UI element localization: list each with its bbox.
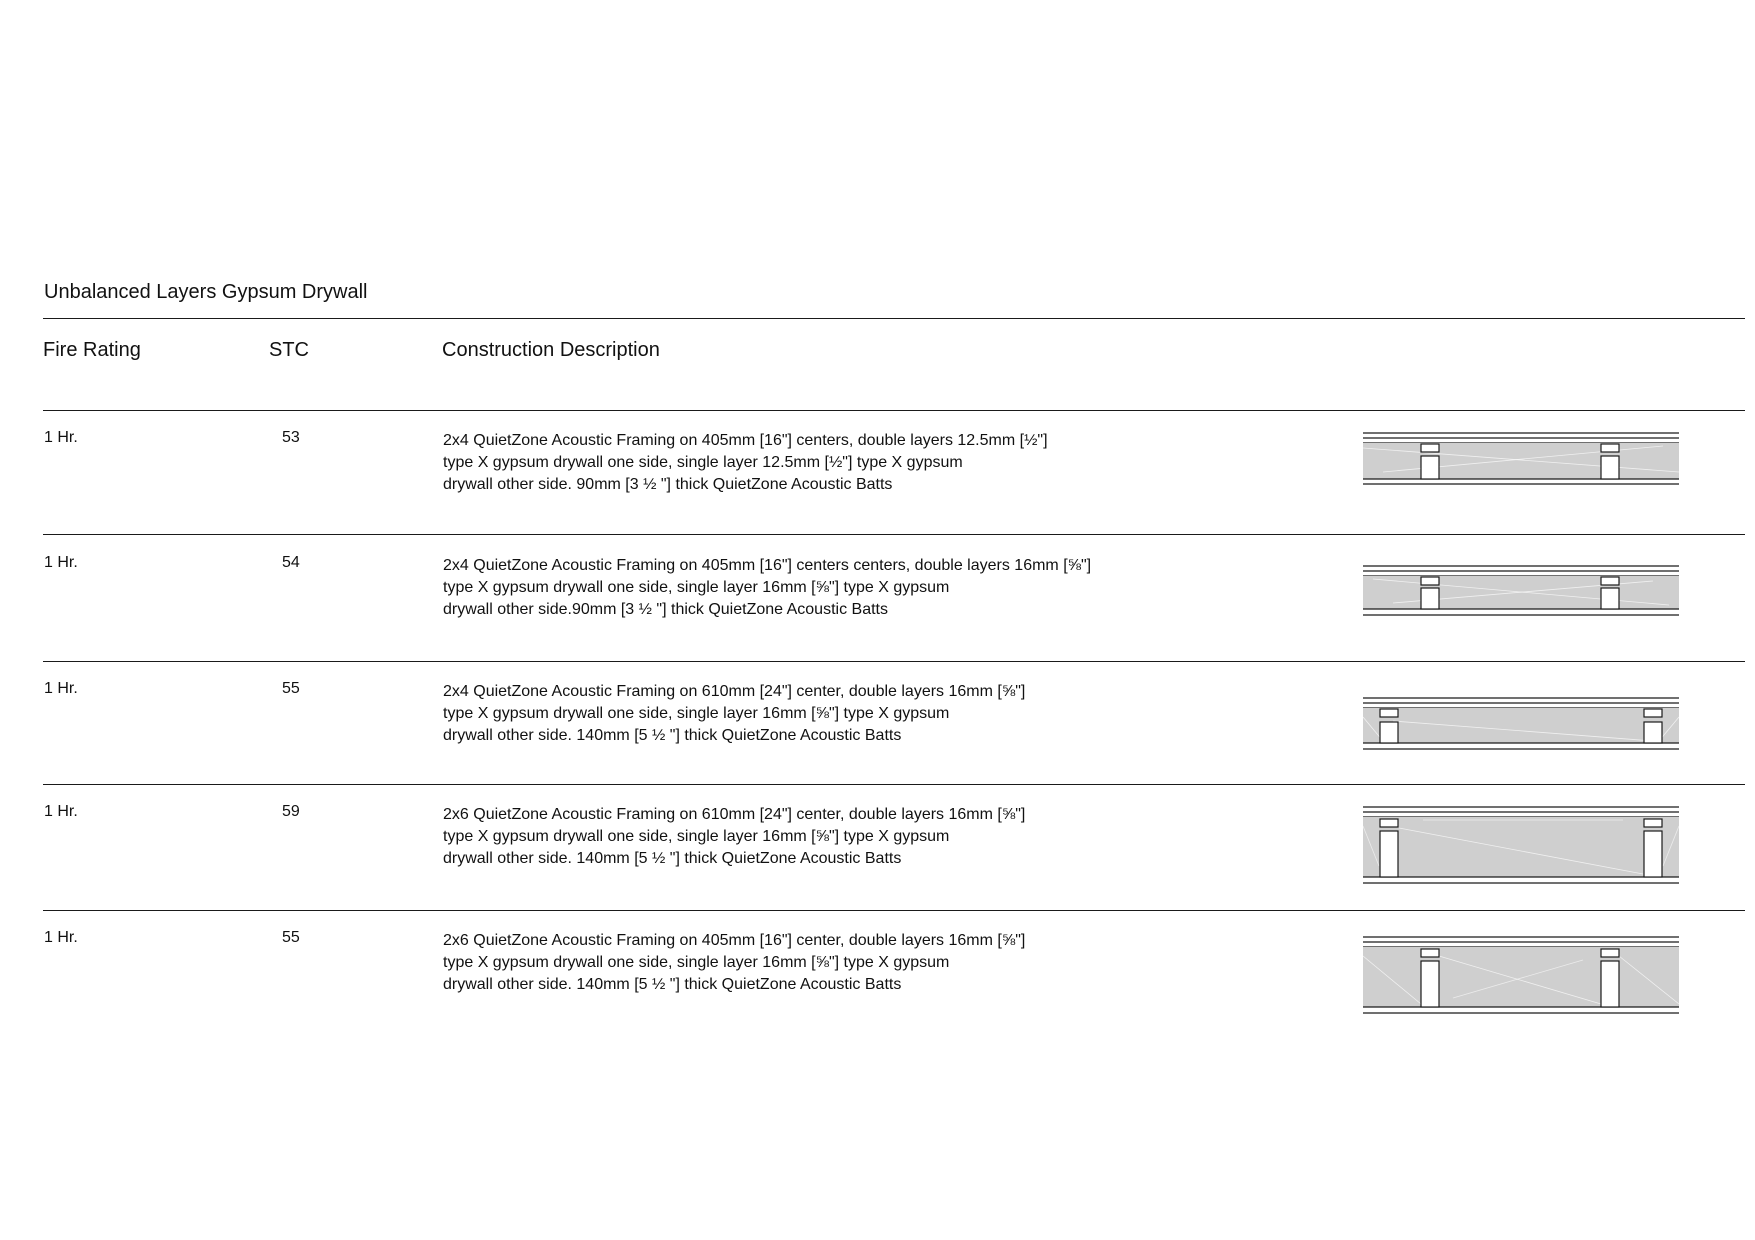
column-header-description: Construction Description <box>442 339 660 361</box>
description-line: type X gypsum drywall one side, single layer 16mm [⅝"] type X gypsum <box>443 828 950 845</box>
header-divider <box>43 410 1745 411</box>
description-line: 2x4 QuietZone Acoustic Framing on 405mm [16"] centers centers, double layers 16mm [⅝"] <box>443 557 1092 574</box>
fire-rating-cell: 1 Hr. <box>44 680 78 697</box>
stc-cell: 55 <box>282 680 300 697</box>
description-line: 2x6 QuietZone Acoustic Framing on 405mm [16"] center, double layers 16mm [⅝"] <box>443 932 1026 949</box>
description-cell <box>443 681 1203 747</box>
wall-section-2x6-610-icon <box>1363 806 1679 888</box>
description-line: 2x6 QuietZone Acoustic Framing on 610mm [24"] center, double layers 16mm [⅝"] <box>443 806 1026 823</box>
fire-rating-cell: 1 Hr. <box>44 554 78 571</box>
column-header-fire-rating: Fire Rating <box>43 339 141 361</box>
row-divider <box>43 661 1745 662</box>
stc-cell: 54 <box>282 554 300 571</box>
description-line: 2x4 QuietZone Acoustic Framing on 610mm [24"] center, double layers 16mm [⅝"] <box>443 683 1026 700</box>
row-divider <box>43 910 1745 911</box>
description-cell <box>443 804 1203 870</box>
description-cell <box>443 930 1203 996</box>
wall-section-2x6-405-icon <box>1363 936 1679 1016</box>
description-line: type X gypsum drywall one side, single layer 12.5mm [½"] type X gypsum <box>443 454 963 471</box>
fire-rating-cell: 1 Hr. <box>44 803 78 820</box>
stc-cell: 59 <box>282 803 300 820</box>
description-line: 2x4 QuietZone Acoustic Framing on 405mm [16"] centers, double layers 12.5mm [½"] <box>443 432 1048 449</box>
page-title: Unbalanced Layers Gypsum Drywall <box>44 281 368 303</box>
title-divider <box>43 318 1745 319</box>
row-divider <box>43 534 1745 535</box>
stc-cell: 55 <box>282 929 300 946</box>
description-cell <box>443 555 1203 621</box>
wall-section-2x4-405-icon <box>1363 432 1679 488</box>
description-line: drywall other side. 140mm [5 ½ "] thick QuietZone Acoustic Batts <box>443 976 902 993</box>
description-line: drywall other side.90mm [3 ½ "] thick QuietZone Acoustic Batts <box>443 601 888 618</box>
wall-section-2x4-610-icon <box>1363 697 1679 755</box>
description-cell <box>443 430 1203 496</box>
column-header-stc: STC <box>269 339 309 361</box>
stc-cell: 53 <box>282 429 300 446</box>
description-line: drywall other side. 140mm [5 ½ "] thick QuietZone Acoustic Batts <box>443 727 902 744</box>
description-line: type X gypsum drywall one side, single layer 16mm [⅝"] type X gypsum <box>443 705 950 722</box>
description-line: type X gypsum drywall one side, single layer 16mm [⅝"] type X gypsum <box>443 579 950 596</box>
description-line: drywall other side. 90mm [3 ½ "] thick QuietZone Acoustic Batts <box>443 476 893 493</box>
row-divider <box>43 784 1745 785</box>
fire-rating-cell: 1 Hr. <box>44 429 78 446</box>
description-line: drywall other side. 140mm [5 ½ "] thick QuietZone Acoustic Batts <box>443 850 902 867</box>
description-line: type X gypsum drywall one side, single layer 16mm [⅝"] type X gypsum <box>443 954 950 971</box>
fire-rating-cell: 1 Hr. <box>44 929 78 946</box>
wall-section-2x4-405-icon <box>1363 565 1679 621</box>
